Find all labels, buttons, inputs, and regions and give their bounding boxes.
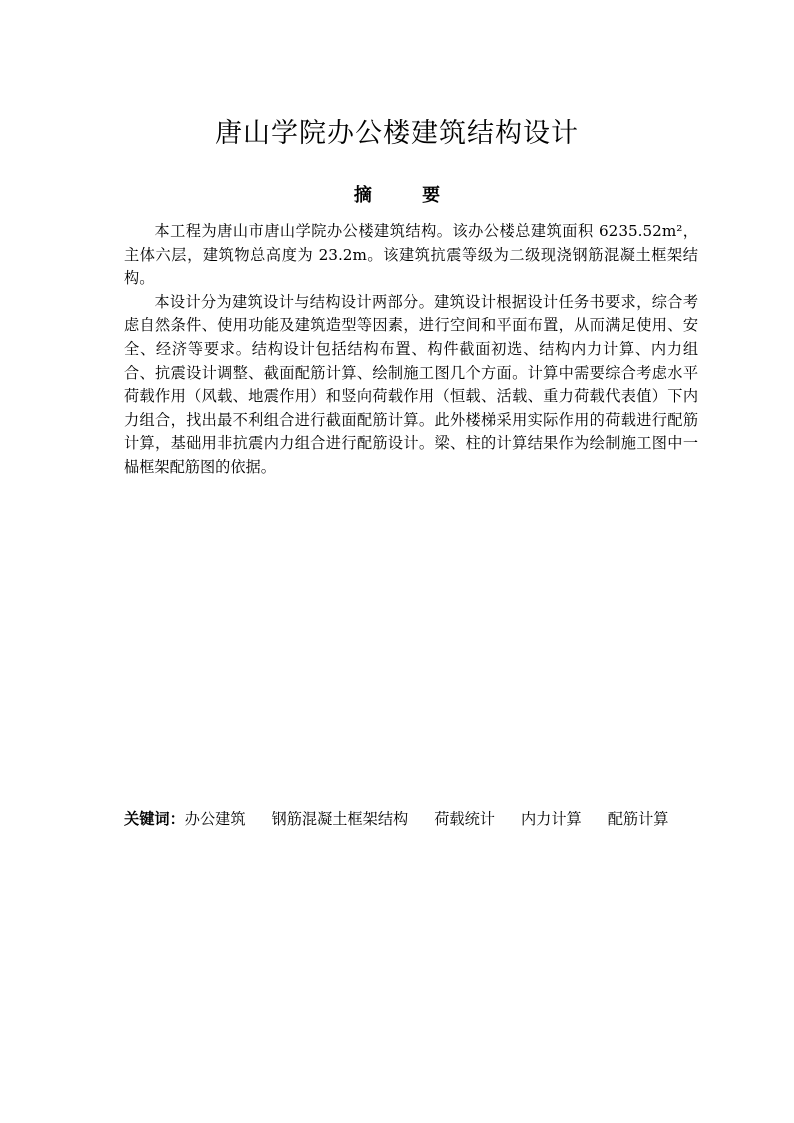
keyword-item: 配筋计算 (607, 810, 669, 828)
document-title: 唐山学院办公楼建筑结构设计 (215, 118, 579, 149)
abstract-body (124, 220, 698, 480)
keyword-item: 荷载统计 (434, 810, 495, 828)
keywords-line (124, 808, 724, 830)
abstract-paragraph-2: 本设计分为建筑设计与结构设计两部分。建筑设计根据设计任务书要求，综合考虑自然条件、使用功能及建筑造型等因素，进行空间和平面布置，从而满足使用、安全、经济等要求。结构设计包括结构布置、构件截面初选、结构内力计算、内力组合、抗震设计调整、截面配筋计算、绘制施工图几个方面。计算中需要综合考虑水平荷载作用（风载、地震作用）和竖向荷载作用（恒载、活载、重力荷载代表值）下内力组合，找出最不利组合进行截面配筋计算。此外楼梯采用实际作用的荷载进行配筋计算，基础用非抗震内力组合进行配筋设计。梁、柱的计算结果作为绘制施工图中一榀框架配筋图的依据。 (124, 292, 698, 476)
abstract-heading: 摘 要 (353, 185, 463, 206)
abstract-paragraph-1: 本工程为唐山市唐山学院办公楼建筑结构。该办公楼总建筑面积 6235.52m²，主体六层，建筑物总高度为 23.2m。该建筑抗震等级为二级现浇钢筋混凝土框架结构。 (124, 222, 698, 288)
keywords-label: 关键词： (124, 810, 185, 828)
keyword-item: 钢筋混凝土框架结构 (271, 810, 409, 828)
keyword-item: 办公建筑 (184, 810, 246, 828)
keyword-item: 内力计算 (520, 810, 582, 828)
